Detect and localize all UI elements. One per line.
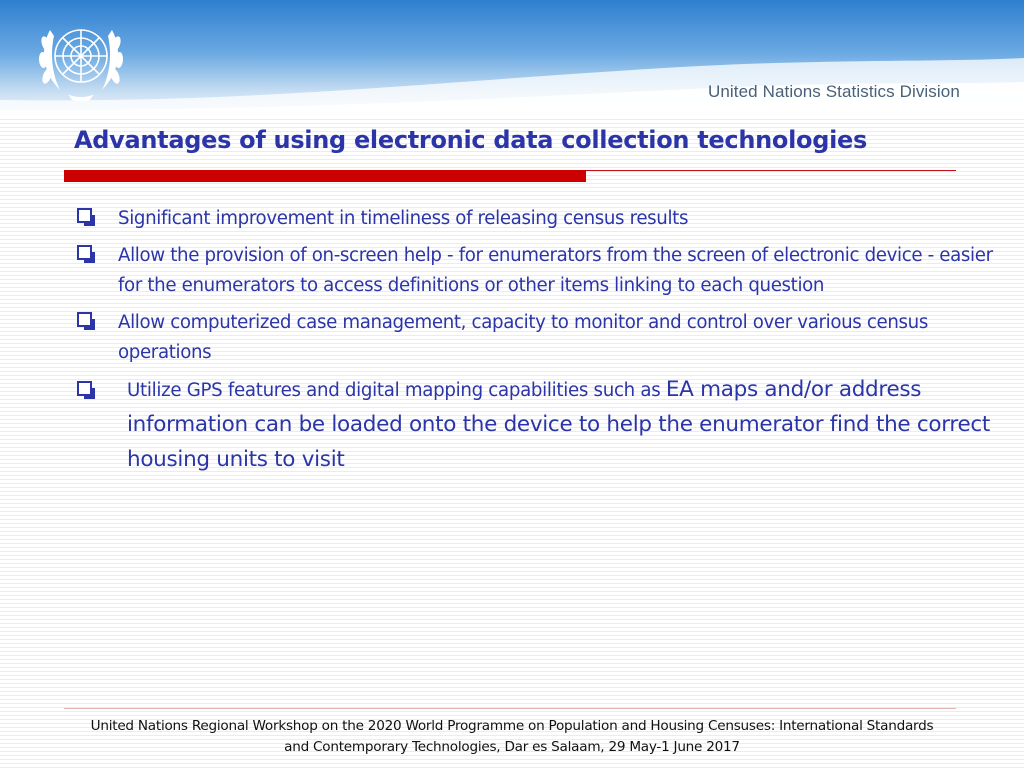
bullet-text-large: EA maps and/or address information can be loaded onto the device to help the enumerator find the correct housing units to visit — [127, 376, 991, 472]
slide-title: Advantages of using electronic data collection technologies — [74, 126, 867, 154]
footer-rule — [64, 708, 956, 709]
un-emblem-icon — [30, 10, 132, 106]
footer — [0, 716, 1024, 757]
bullet-item — [74, 204, 1009, 235]
bullet-text-small: Utilize GPS features and digital mapping capabilities such as — [127, 379, 666, 401]
footer-line-2: and Contemporary Technologies, Dar es Salaam, 29 May-1 June 2017 — [284, 738, 740, 755]
bullet-text: Significant improvement in timeliness of releasing census results — [118, 208, 689, 229]
bullet-text: Allow the provision of on-screen help - for enumerators from the screen of electronic device - easier for the enumerators to access definitions or other items linking to each question — [118, 244, 993, 296]
checkbox-bullet-icon — [77, 381, 92, 396]
bullet-item — [74, 241, 1009, 302]
bullet-text: Allow computerized case management, capacity to monitor and control over various census operations — [118, 311, 928, 363]
division-name: United Nations Statistics Division — [708, 82, 960, 101]
checkbox-bullet-icon — [77, 208, 92, 223]
checkbox-bullet-icon — [77, 245, 92, 260]
bullet-item — [74, 308, 1009, 369]
checkbox-bullet-icon — [77, 312, 92, 327]
bullet-item — [74, 373, 1009, 478]
title-accent-bar — [64, 170, 586, 182]
bullet-list — [74, 204, 1009, 478]
footer-line-1: United Nations Regional Workshop on the 2020 World Programme on Population and Housing Censuses: International Standards — [90, 718, 934, 734]
